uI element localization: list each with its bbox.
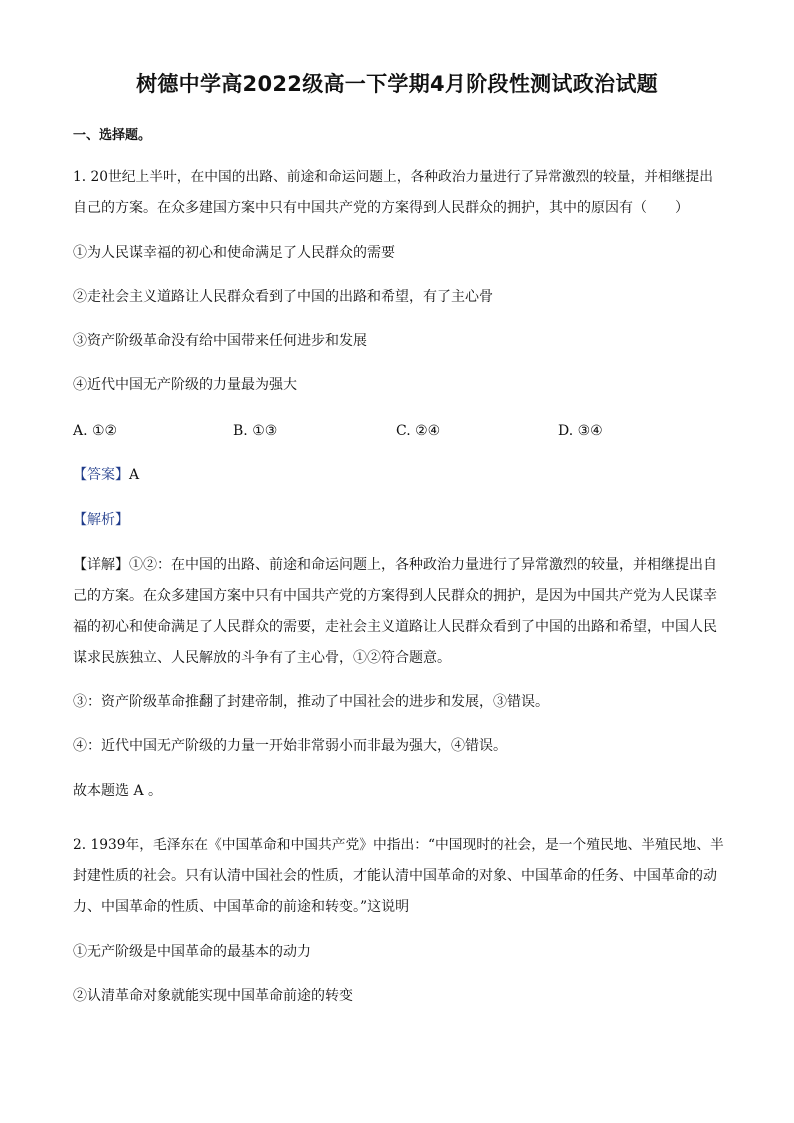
q1-option-d: D. ③④ xyxy=(558,423,603,439)
q1-statement-3: ③资产阶级革命没有给中国带来任何进步和发展 xyxy=(73,333,367,349)
q1-statement-4: ④近代中国无产阶级的力量最为强大 xyxy=(73,377,297,393)
q1-option-b: B. ①③ xyxy=(233,423,278,439)
q1-conclusion: 故本题选 A 。 xyxy=(73,783,163,799)
q2-stem-line-3: 力、中国革命的性质、中国革命的前途和转变。”这说明 xyxy=(73,899,410,915)
q1-stem-line-1: 1. 20世纪上半叶，在中国的出路、前途和命运问题上，各种政治力量进行了异常激烈的较量，并相继提出 xyxy=(73,169,713,185)
q1-detail-3: ③：资产阶级革命推翻了封建帝制，推动了中国社会的进步和发展，③错误。 xyxy=(73,694,549,710)
q2-stem-line-1: 2. 1939年，毛泽东在《中国革命和中国共产党》中指出：“中国现时的社会，是一个殖民地、半殖民地、半 xyxy=(73,837,724,853)
analysis-tag: 【解析】 xyxy=(73,512,129,528)
q1-detail-line-2: 己的方案。在众多建国方案中只有中国共产党的方案得到人民群众的拥护，是因为中国共产党为人民谋幸 xyxy=(73,588,717,604)
q1-statement-1: ①为人民谋幸福的初心和使命满足了人民群众的需要 xyxy=(73,245,395,261)
q1-detail-line-1 xyxy=(73,555,717,575)
q1-statement-2: ②走社会主义道路让人民群众看到了中国的出路和希望，有了主心骨 xyxy=(73,289,493,305)
answer-value: A xyxy=(129,467,140,483)
answer-tag: 【答案】 xyxy=(73,467,129,483)
q1-answer xyxy=(73,465,139,485)
q1-detail-4: ④：近代中国无产阶级的力量一开始非常弱小而非最为强大，④错误。 xyxy=(73,738,507,754)
section-heading: 一、选择题。 xyxy=(73,128,152,143)
page-title: 树德中学高2022级高一下学期4月阶段性测试政治试题 xyxy=(136,72,658,96)
q2-statement-2: ②认清革命对象就能实现中国革命前途的转变 xyxy=(73,988,353,1004)
detail-tag: 【详解】 xyxy=(73,557,129,573)
q2-statement-1: ①无产阶级是中国革命的最基本的动力 xyxy=(73,944,311,960)
detail-text-1: ①②：在中国的出路、前途和命运问题上，各种政治力量进行了异常激烈的较量，并相继提出自 xyxy=(129,557,717,573)
q1-detail-line-3: 福的初心和使命满足了人民群众的需要，走社会主义道路让人民群众看到了中国的出路和希望，中国人民 xyxy=(73,619,717,635)
q1-detail-line-4: 谋求民族独立、人民解放的斗争有了主心骨，①②符合题意。 xyxy=(73,650,451,666)
q1-analysis-heading xyxy=(73,510,129,530)
q1-option-a: A. ①② xyxy=(73,423,118,439)
q1-stem-line-2: 自己的方案。在众多建国方案中只有中国共产党的方案得到人民群众的拥护，其中的原因有（ ） xyxy=(73,200,689,216)
q1-option-c: C. ②④ xyxy=(396,423,441,439)
q2-stem-line-2: 封建性质的社会。只有认清中国社会的性质，才能认清中国革命的对象、中国革命的任务、中国革命的动 xyxy=(73,868,717,884)
